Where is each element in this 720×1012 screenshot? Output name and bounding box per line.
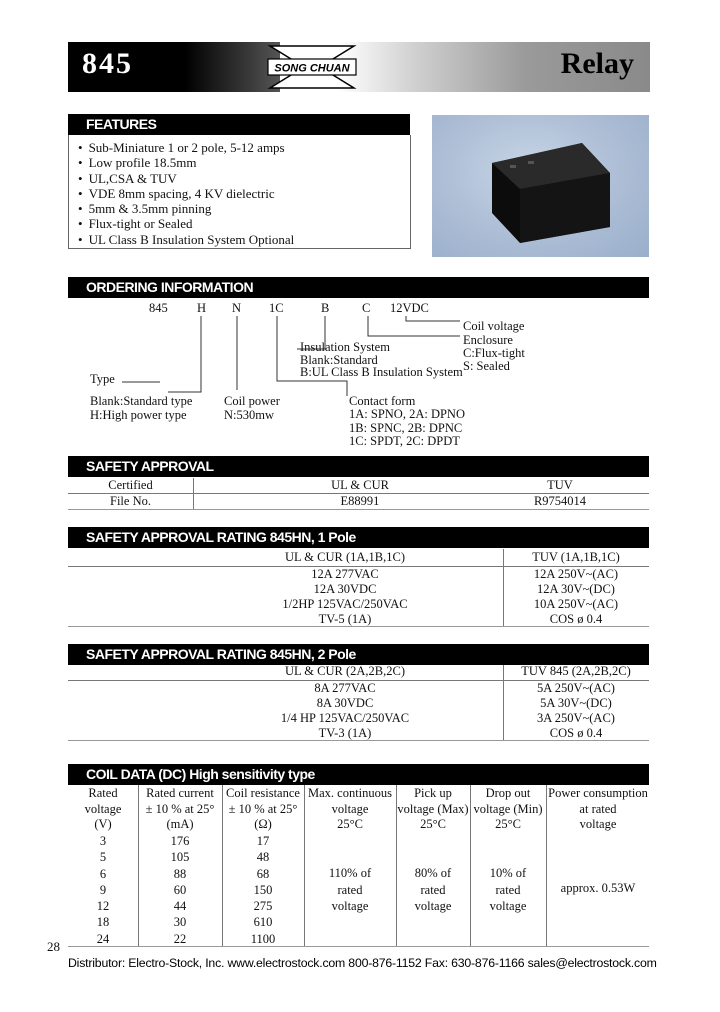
category-title: Relay [560, 47, 634, 80]
safety-approval-title: SAFETY APPROVAL [68, 456, 649, 477]
rating-2pole-title: SAFETY APPROVAL RATING 845HN, 2 Pole [68, 644, 649, 665]
enclosure-info: Enclosure C:Flux-tight S: Sealed [463, 333, 525, 373]
feature-item: • Flux-tight or Sealed [78, 216, 294, 231]
order-code-voltage: 12VDC [390, 301, 429, 315]
coil-pickup-value: 80% of rated voltage [414, 866, 452, 913]
brand-text: SONG CHUAN [274, 62, 350, 75]
type-options: Blank:Standard type H:High power type [90, 394, 193, 422]
safety-fileno-label: File No. [110, 494, 151, 508]
feature-item: • Sub-Miniature 1 or 2 pole, 5-12 amps [78, 140, 294, 155]
feature-item: • UL Class B Insulation System Optional [78, 232, 294, 247]
ordering-title: ORDERING INFORMATION [68, 277, 649, 298]
model-number: 845 [82, 47, 133, 80]
coil-header-resistance: Coil resistance ± 10 % at 25° (Ω) [226, 786, 300, 831]
feature-item: • VDE 8mm spacing, 4 KV dielectric [78, 186, 294, 201]
coil-resistance-column: 17 48 68 150 275 610 1100 [250, 834, 276, 946]
safety-ul-fileno: E88991 [340, 494, 380, 508]
rating2-ul-header: UL & CUR (2A,2B,2C) [284, 664, 406, 678]
coil-header-pickup: Pick up voltage (Max) 25°C [397, 786, 469, 831]
order-code-power: H [197, 301, 207, 315]
coil-power-value: approx. 0.53W [560, 881, 636, 895]
coil-voltage-label: Coil voltage [463, 319, 525, 333]
coil-maxcont-value: 110% of rated voltage [328, 866, 372, 913]
coil-header-current: Rated current ± 10 % at 25° (mA) [145, 786, 215, 831]
coil-header-dropout: Drop out voltage (Min) 25°C [473, 786, 543, 831]
page-number: 28 [47, 939, 60, 954]
distributor-footer: Distributor: Electro-Stock, Inc. www.electrostock.com 800-876-1152 Fax: 630-876-1166 sales@electrostock.com [68, 956, 657, 970]
safety-col-divider [193, 478, 194, 510]
rating1-tuv-header: TUV (1A,1B,1C) [532, 550, 620, 564]
rating1-tuv-values: 12A 250V~(AC) 12A 30V~(DC) 10A 250V~(AC) COS ø 0.4 [533, 567, 619, 626]
safety-certified-label: Certified [108, 478, 153, 492]
coil-data-title: COIL DATA (DC) High sensitivity type [68, 764, 649, 785]
order-code-enclosure: C [362, 301, 371, 315]
coil-voltage-column: 3 5 6 9 12 18 24 [96, 834, 110, 946]
feature-item: • UL,CSA & TUV [78, 171, 294, 186]
contact-form-info: Contact form 1A: SPNO, 2A: DPNO 1B: SPNC, 2B: DPNC 1C: SPDT, 2C: DPDT [349, 394, 465, 448]
feature-item: • Low profile 18.5mm [78, 155, 294, 170]
rating1-ul-header: UL & CUR (1A,1B,1C) [284, 550, 406, 564]
rating-1pole-title: SAFETY APPROVAL RATING 845HN, 1 Pole [68, 527, 649, 548]
safety-tuv: TUV [547, 478, 573, 492]
coil-dropout-value: 10% of rated voltage [489, 866, 527, 913]
coil-header-power: Power consumption at rated voltage [548, 786, 648, 831]
coil-power-info: Coil power N:530mw [224, 394, 280, 422]
rating2-tuv-values: 5A 250V~(AC) 5A 30V~(DC) 3A 250V~(AC) COS ø 0.4 [537, 681, 615, 740]
coil-header-maxcont: Max. continuous voltage 25°C [307, 786, 393, 831]
order-code-insulation: B [321, 301, 330, 315]
type-label: Type [90, 372, 115, 386]
rating2-tuv-header: TUV 845 (2A,2B,2C) [521, 664, 631, 678]
coil-current-column: 176 105 88 60 44 30 22 [170, 834, 190, 946]
rating2-ul-values: 8A 277VAC 8A 30VDC 1/4 HP 125VAC/250VAC TV-3 (1A) [280, 681, 410, 740]
insulation-info: Insulation System Blank:Standard B:UL Class B Insulation System [300, 340, 463, 380]
coil-header-voltage: Rated voltage (V) [84, 786, 122, 831]
safety-ul-cur: UL & CUR [331, 478, 389, 492]
feature-item: • 5mm & 3.5mm pinning [78, 201, 294, 216]
rating1-ul-values: 12A 277VAC 12A 30VDC 1/2HP 125VAC/250VAC TV-5 (1A) [282, 567, 408, 626]
order-code-coil: N [232, 301, 242, 315]
features-title: FEATURES [68, 114, 410, 135]
order-code-contact: 1C [269, 301, 284, 315]
safety-tuv-fileno: R9754014 [533, 494, 587, 508]
order-code-series: 845 [149, 301, 168, 315]
